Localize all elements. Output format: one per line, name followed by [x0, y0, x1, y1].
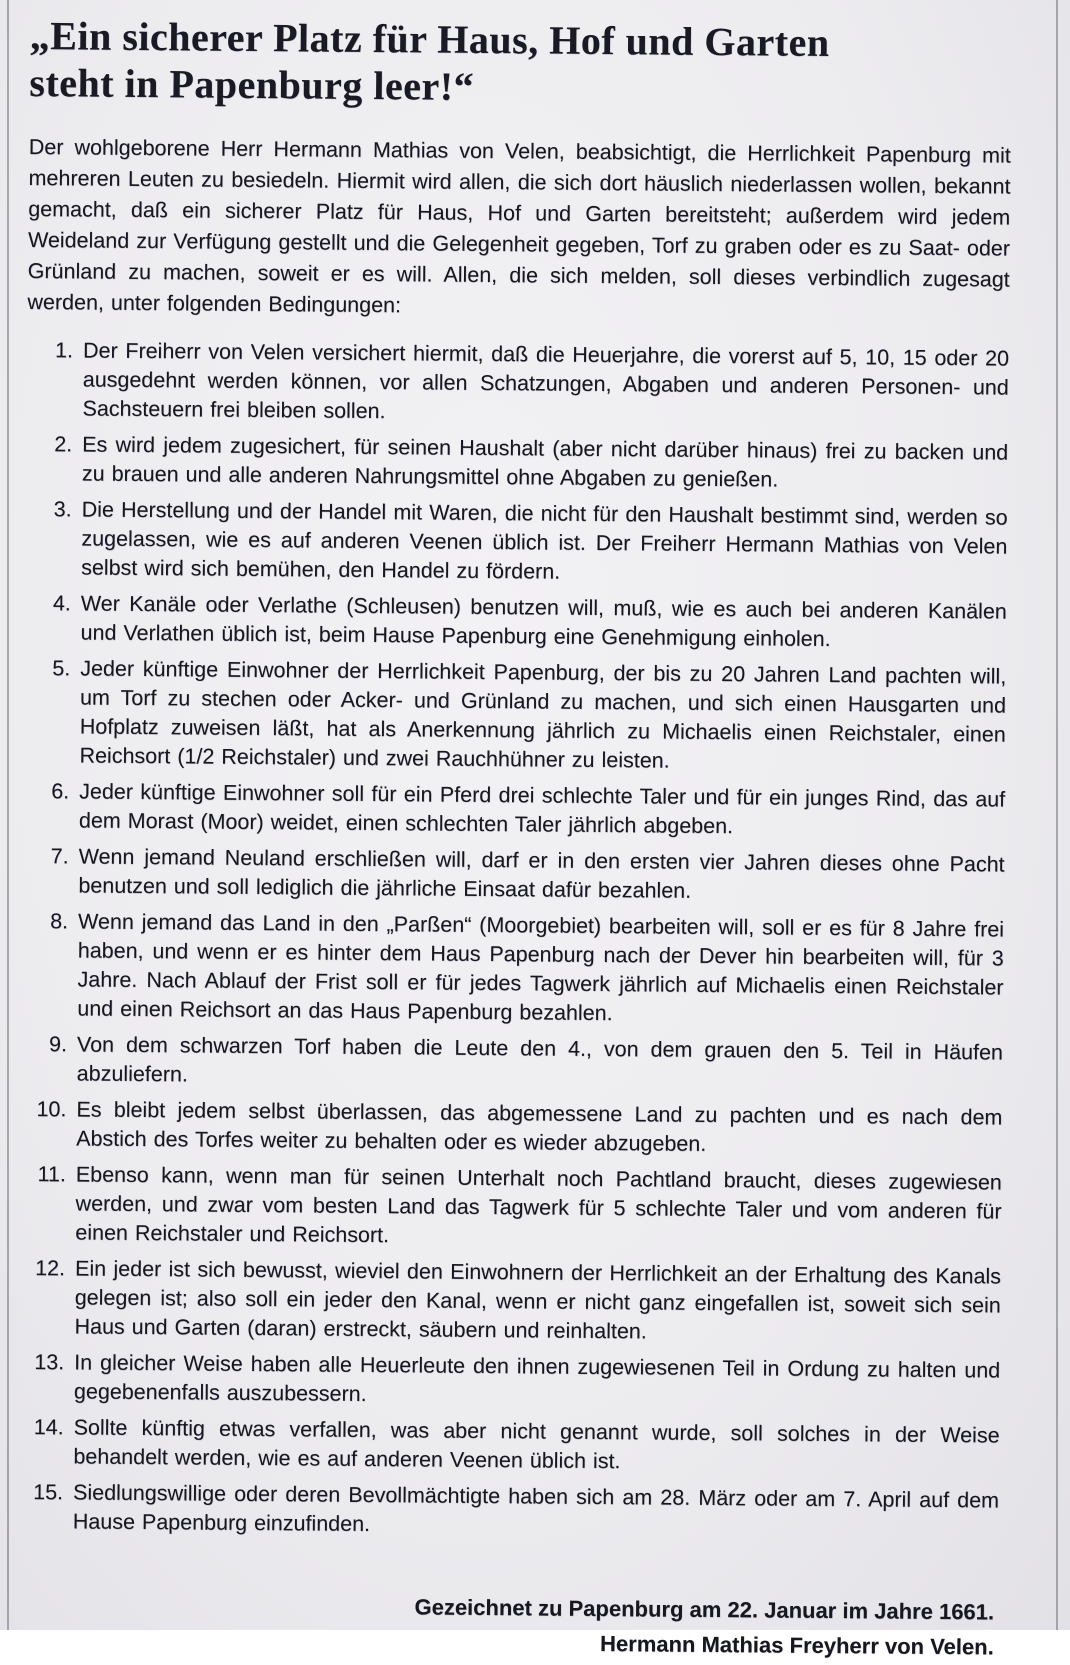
condition-number: 8. — [50, 909, 69, 934]
condition-number: 10. — [36, 1097, 67, 1122]
document-content — [16, 12, 1012, 1665]
condition-item — [26, 430, 1008, 497]
page-edge-line-left — [7, 0, 9, 1630]
conditions-list — [17, 336, 1009, 1545]
signature-block — [16, 1586, 999, 1665]
condition-text: Es wird jedem zugesichert, für seinen Haushalt (aber nicht darüber hinaus) frei zu backen und zu brauen und alle anderen Nahrungsmittel ohne Abgaben zu genießen. — [81, 432, 1009, 492]
condition-number: 14. — [33, 1415, 64, 1440]
condition-item — [19, 1160, 1002, 1256]
condition-item — [18, 1348, 1000, 1415]
condition-text: Die Herstellung und der Handel mit Waren, die nicht für den Haushalt bestimmt sind, werden so zugelassen, wie es auf anderen Veenen üblich ist. Der Freiherr Hermann Mathias von Velen selbst wird sich bemühen, den Handel zu fördern. — [81, 497, 1008, 585]
condition-number: 3. — [53, 497, 72, 522]
condition-text: Wenn jemand das Land in den „Parßen“ (Moorgebiet) bearbeiten will, soll er es für 8 Jahre frei haben, und wenn er es hinter dem Haus Papenburg nach der Dever hin bearbeiten will, für 3 Jahre. Nach Ablauf der Frist soll er für jedes Tagwerk jährlich auf Michaelis einen Reichstaler und einen Reichsort an das Haus Papenburg bezahlen. — [77, 909, 1005, 1026]
condition-text: Ebenso kann, wenn man für seinen Unterhalt noch Pachtland braucht, dieses zugewiesen werden, und zwar vom besten Land das Tagwerk für 5 schlechte Taler und vom anderen für einen Reichstaler und Reichsort. — [75, 1162, 1002, 1248]
condition-item — [24, 589, 1006, 656]
page-edge-line-right — [1056, 0, 1058, 1630]
condition-item — [23, 777, 1005, 844]
condition-text: Der Freiherr von Velen versichert hiermit, daß die Heuerjahre, die vorerst auf 5, 10, 15 oder 20 ausgedehnt werden können, vor allen Schatzungen, Abgaben und anderen Personen- und Sachsteuern frei bleiben sollen. — [82, 338, 1010, 424]
condition-item — [23, 654, 1006, 779]
condition-text: Wer Kanäle oder Verlathe (Schleusen) benutzen will, muß, wie es auch bei anderen Kanälen und Verlathen üblich ist, beim Hause Papenburg eine Genehmigung einholen. — [80, 591, 1007, 652]
condition-number: 15. — [33, 1480, 64, 1505]
condition-number: 12. — [35, 1256, 66, 1281]
intro-paragraph: Der wohlgeborene Herr Hermann Mathias von Velen, beabsichtigt, die Herrlichkeit Papenburg mit mehreren Leuten zu besiedeln. Hiermit wird allen, die sich dort häuslich niederlassen wollen, bekannt gemacht, daß ein sicherer Platz für Haus, Hof und Garten bereitsteht; außerdem wird jedem Weideland zur Verfügung gestellt und die Gelegenheit gegeben, Torf zu graben oder es zu Saat- oder Grünland zu machen, soweit er es will. Allen, die sich melden, soll dieses verbindlich zugesagt werden, unter folgenden Bedingungen: — [27, 135, 1011, 318]
condition-number: 5. — [52, 656, 71, 681]
condition-number: 1. — [55, 338, 74, 363]
condition-item — [20, 1095, 1002, 1162]
page-title: „Ein sicherer Platz für Haus, Hof und Garten steht in Papenburg leer!“ — [29, 12, 830, 110]
condition-text: Jeder künftige Einwohner der Herrlichkeit Papenburg, der bis zu 20 Jahren Land pachten will, um Torf zu stechen oder Acker- und Grünland zu machen, und sich einen Hausgarten und Hofplatz zuweisen läßt, hat als Anerkennung jährlich zu Michaelis einen Reichstaler, einen Reichsort (1/2 Reichstaler) und zwei Rauchhühner zu leisten. — [79, 656, 1007, 773]
condition-item — [17, 1413, 999, 1480]
condition-number: 9. — [48, 1032, 68, 1057]
condition-text: Ein jeder ist sich bewusst, wieviel den Einwohnern der Herrlichkeit an der Erhaltung des Kanals gelegen ist; also soll ein jeder den Kanal, wenn er nicht ganz eingefallen ist, soweit sich sein Haus und Garten (daran) erstreckt, säubern und reinhalten. — [74, 1256, 1002, 1344]
condition-number: 4. — [52, 591, 71, 616]
condition-item — [17, 1478, 999, 1545]
condition-text: Siedlungswillige oder deren Bevollmächtigte haben sich am 28. März oder am 7. April auf dem Hause Papenburg einzufinden. — [72, 1480, 1000, 1537]
condition-item — [26, 336, 1009, 432]
condition-item — [25, 495, 1008, 591]
condition-text: Es bleibt jedem selbst überlassen, das abgemessene Land zu pachten und es nach dem Abstich des Torfes weiter zu behalten oder es wieder abzugeben. — [76, 1097, 1003, 1157]
condition-text: Wenn jemand Neuland erschließen will, darf er in den ersten vier Jahren dieses ohne Pacht benutzen und soll lediglich die jährliche Einsaat dafür bezahlen. — [78, 844, 1005, 904]
condition-number: 7. — [50, 844, 69, 869]
condition-item — [21, 907, 1004, 1032]
condition-text: In gleicher Weise haben alle Heuerleute den ihnen zugewiesenen Teil in Ordung zu halten und gegebenenfalls auszubessern. — [73, 1350, 1001, 1407]
condition-text: Sollte künftig etwas verfallen, was aber nicht genannt wurde, soll solches in der Weise behandelt werden, wie es auf anderen Veenen üblich ist. — [73, 1415, 1000, 1474]
condition-item — [18, 1254, 1001, 1350]
condition-text: Jeder künftige Einwohner soll für ein Pferd drei schlechte Taler und für ein junges Rind, das auf dem Morast (Moor) weidet, einen schlechten Taler jährlich abgeben. — [78, 779, 1006, 839]
condition-number: 13. — [34, 1350, 65, 1375]
condition-number: 11. — [37, 1162, 66, 1187]
signature-line-place-date: Gezeichnet zu Papenburg am 22. Januar im Jahre 1661. — [414, 1594, 995, 1625]
condition-text: Von dem schwarzen Torf haben die Leute den 4., von dem grauen den 5. Teil in Häufen abzuliefern. — [76, 1032, 1004, 1087]
signature-line-name: Hermann Mathias Freyherr von Velen. — [599, 1631, 994, 1660]
condition-item — [22, 842, 1004, 909]
condition-number: 6. — [51, 779, 70, 804]
condition-item — [21, 1030, 1003, 1097]
condition-number: 2. — [54, 432, 73, 457]
